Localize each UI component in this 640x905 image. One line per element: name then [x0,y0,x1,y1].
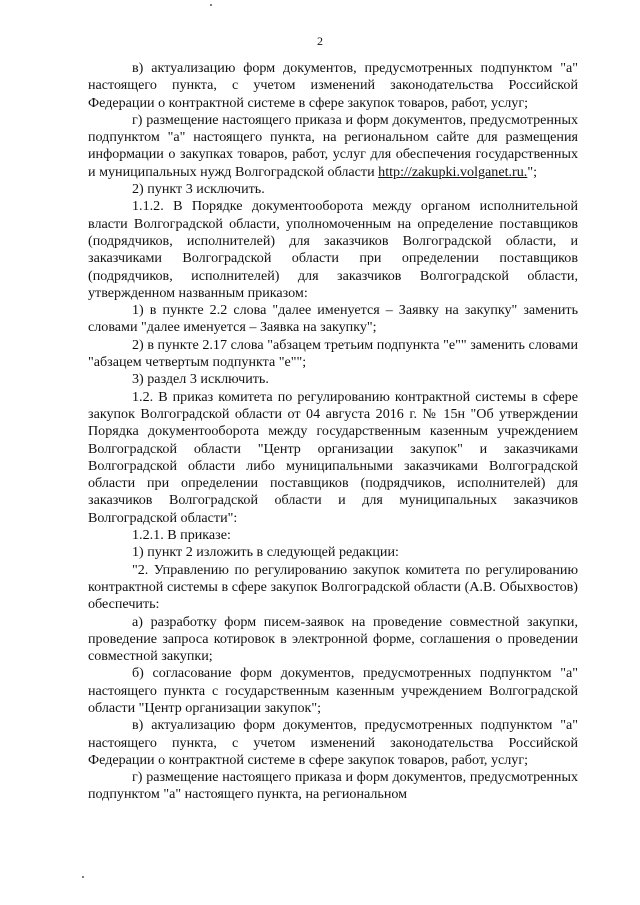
paragraph-text: а) разработку форм писем-заявок на проведение совместной закупки, проведение запроса котировок в электронной форме, соглашения о проведении совместной закупки; [88,613,578,665]
paragraph-quoted-item-2 [88,562,578,614]
page-number: 2 [317,34,323,48]
paragraph-text: 2) в пункте 2.17 слова "абзацем третьим подпункта "е"" заменить словами "абзацем четвертым подпункта "е""; [88,336,578,371]
paragraph-1-1-2 [88,198,578,302]
paragraph-item-2-exclude [88,181,578,198]
paragraph-text: г) размещение настоящего приказа и форм документов, предусмотренных подпунктом "а" настоящего пункта, на региональном [88,769,578,803]
paragraph-1-2-1 [88,527,578,544]
paragraph-text: 1.1.2. В Порядке документооборота между органом исполнительной власти Волгоградской области, уполномоченным на определение поставщиков (подрядчиков, исполнителей) для заказчиков Волгоградской области, и заказчиками Волгоградской области при определении поставщиков (подрядчиков, исполнителей) для заказчиков Волгоградской области, утвержденном названным приказом: [88,198,578,301]
paragraph-g-placement-2 [88,769,578,804]
paragraph-text: в) актуализацию форм документов, предусмотренных подпунктом "а" настоящего пункта, с учетом изменений законодательства Российской Федерации о контрактной системе в сфере закупок товаров, работ, услуг; [88,60,578,111]
paragraph-item-3-exclude [88,371,578,388]
scan-speck [82,876,84,878]
paragraph-text: 1.2.1. В приказе: [132,527,231,544]
paragraph-item-1-replace [88,302,578,337]
paragraph-v-actualization-2 [88,717,578,769]
scan-speck [210,4,212,6]
paragraph-text: 2) пункт 3 исключить. [132,181,265,198]
paragraph-v-actualization [88,60,578,112]
paragraph-b-approval [88,665,578,717]
paragraph-text: 3) раздел 3 исключить. [132,371,269,388]
paragraph-1-2 [88,389,578,527]
paragraph-item-2-replace [88,337,578,372]
paragraph-text-tail: "; [527,163,537,180]
paragraph-text: 1.2. В приказ комитета по регулированию контрактной системы в сфере закупок Волгоградской области от 04 августа 2016 г. № 15н "Об утверждении Порядка документооборота между государственным казенным учреждением Волгоградской области "Центр организации закупок" и заказчиками Волгоградской области либо муниципальными заказчиками Волгоградской области при определении поставщиков (подрядчиков, исполнителей) для заказчиков Волгоградской области и для муниципальных заказчиков Волгоградской области": [88,388,578,526]
paragraph-g-placement [88,112,578,181]
paragraph-text: "2. Управлению по регулированию закупок комитета по регулированию контрактной системы в сфере закупок Волгоградской области (А.В. Обыхвостов) обеспечить: [88,561,578,613]
paragraph-text: 1) пункт 2 изложить в следующей редакции: [132,544,399,561]
paragraph-text: в) актуализацию форм документов, предусмотренных подпунктом "а" настоящего пункта, с учетом изменений законодательства Российской Федерации о контрактной системе в сфере закупок товаров, работ, услуг; [88,717,578,768]
paragraph-text: б) согласование форм документов, предусмотренных подпунктом "а" настоящего пункта с государственным казенным учреждением Волгоградской области "Центр организации закупок"; [88,665,578,716]
paragraph-text: г) размещение настоящего приказа и форм документов, предусмотренных подпунктом "а" настоящего пункта, на региональном сайте для размещения информации о закупках товаров, работ, услуг для обеспечения государственных и муниципальных нужд Волгоградской области [88,111,578,180]
paragraph-text: 1) в пункте 2.2 слова "далее именуется – Заявку на закупку" заменить словами "далее именуется – Заявка на закупку"; [88,302,578,336]
document-body [88,60,578,804]
paragraph-item-1-new-edition [88,544,578,561]
zakupki-link[interactable]: http://zakupki.volganet.ru. [378,163,528,180]
paragraph-a-development [88,614,578,666]
